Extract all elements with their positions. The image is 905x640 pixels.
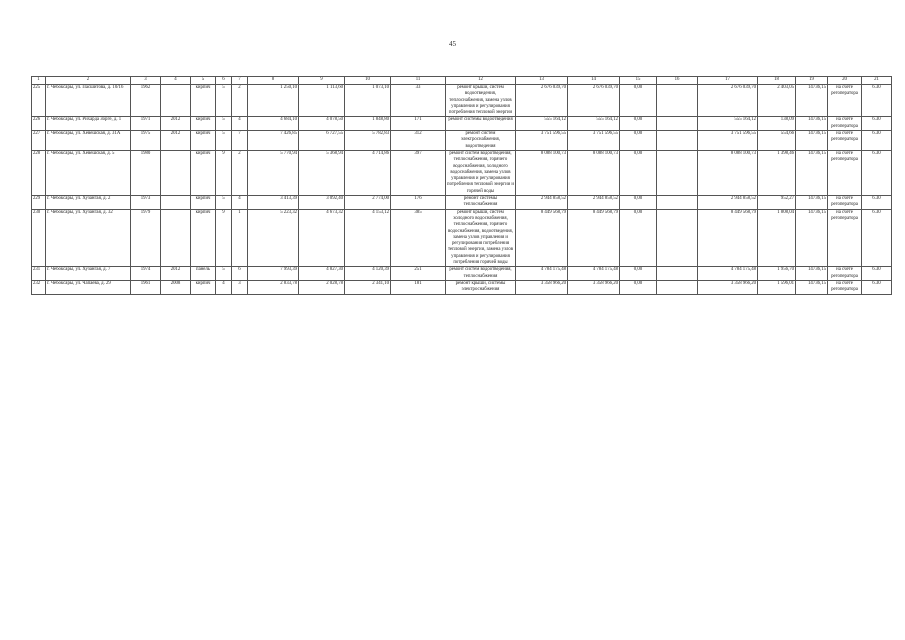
column-number: 1 [32,77,46,85]
cost-total-cell: 8 449 568,79 [516,209,568,267]
floors-cell: 5 [216,196,232,210]
limit-cost-cell: 14736,15 [796,280,828,294]
work-types-cell: ремонт крыши, систем водоотведения, теплоснабжения, замена узлов управления и регулирования потребления тепловой энергии [446,85,516,117]
cost-total-cell: 555 164,12 [516,117,568,131]
work-types-cell: ремонт систем водоотведения, теплоснабжения [446,267,516,281]
table-row [32,150,892,195]
cost-sum-cell: 3 358 966,20 [698,280,758,294]
residential-area-cell: 2 341,10 [345,280,391,294]
cost-sum-cell: 2 944 858,52 [698,196,758,210]
total-area-cell: 5 770,94 [248,150,299,195]
fund-method-cell: на счете регоператора [828,196,862,210]
year-renovated-cell: 2008 [161,280,191,294]
cost-total-cell: 8 088 100,73 [516,150,568,195]
cost-other-cell [657,150,698,195]
cost-other-cell [657,280,698,294]
wall-material-cell: кирпич [191,117,216,131]
address-cell: г. Чебоксары, ул. Чапаева, д. 29 [46,280,131,294]
column-number: 19 [796,77,828,85]
residents-cell: 312 [391,131,446,151]
floors-cell: 5 [216,85,232,117]
cost-owners-cell: 2 944 858,52 [568,196,620,210]
floors-cell: 9 [216,150,232,195]
work-types-cell: ремонт системы теплоснабжения [446,196,516,210]
column-number: 14 [568,77,620,85]
cost-total-cell: 2 944 858,52 [516,196,568,210]
column-number: 10 [345,77,391,85]
cost-budget-cell: 0,00 [620,196,657,210]
wall-material-cell: кирпич [191,196,216,210]
total-area-cell: 7 993,39 [248,267,299,281]
residential-area-cell: 4 120,39 [345,267,391,281]
deadline-cell: 6.30 [862,196,892,210]
year-built-cell: 1971 [131,117,161,131]
column-number: 3 [131,77,161,85]
work-types-cell: ремонт систем водоотведения, теплоснабжения, горячего водоснабжения, холодного водоснабжения, замена узлов управления и регулирования потребления тепловой энергии и горячей воды [447,150,514,194]
work-types-cell: ремонт системы водоотведения [446,117,516,131]
limit-cost-cell: 14736,15 [796,85,828,117]
entrances-cell: 6 [232,267,248,281]
residents-cell: 176 [391,196,446,210]
cost-owners-cell: 4 784 175,48 [568,267,620,281]
column-number: 20 [828,77,862,85]
cost-total-cell: 3 358 966,20 [516,280,568,294]
unit-cost-cell: 1 596,01 [758,280,796,294]
unit-cost-cell: 2 403,05 [758,85,796,117]
table-row [32,117,892,131]
cost-total-cell: 2 676 039,70 [516,85,568,117]
premises-area-cell: 3 092,40 [299,196,345,210]
cost-sum-cell: 8 449 568,79 [698,209,758,267]
address-cell: г. Чебоксары, ул. Хузангая, д. 32 [46,209,131,267]
deadline-cell: 6.30 [862,267,892,281]
cost-other-cell [657,196,698,210]
cost-owners-cell: 3 358 966,20 [568,280,620,294]
limit-cost-cell: 14736,15 [796,131,828,151]
cost-budget-cell: 0,00 [620,280,657,294]
fund-method-cell: на счете регоператора [828,117,862,131]
cost-sum-cell: 8 088 100,73 [698,150,758,195]
column-number: 11 [391,77,446,85]
cost-sum-cell: 4 784 175,48 [698,267,758,281]
fund-method-cell: на счете регоператора [828,280,862,294]
limit-cost-cell: 14736,15 [796,196,828,210]
cost-total-cell: 4 784 175,48 [516,267,568,281]
work-types-cell: ремонт крыши, системы электроснабжения [446,280,516,294]
residents-cell: 385 [391,209,446,267]
cost-total-cell: 3 751 596,55 [516,131,568,151]
cost-sum-cell: 2 676 039,70 [698,85,758,117]
column-number: 17 [698,77,758,85]
wall-material-cell: кирпич [191,280,216,294]
total-area-cell: 1 250,10 [248,85,299,117]
unit-cost-cell: 554,66 [758,131,796,151]
residential-area-cell: 1 073,10 [345,85,391,117]
fund-method-cell: на счете регоператора [828,131,862,151]
column-number: 7 [232,77,248,85]
entrances-cell: 4 [232,117,248,131]
wall-material-cell: кирпич [191,85,216,117]
column-number: 13 [516,77,568,85]
fund-method-cell: на счете регоператора [828,267,862,281]
column-number: 15 [620,77,657,85]
cost-owners-cell: 3 751 596,55 [568,131,620,151]
work-types-cell: ремонт систем электроснабжения, водоотведения [446,131,516,151]
deadline-cell: 6.30 [862,117,892,131]
address-cell: г. Чебоксары, ул. Хузангая, д. 2 [46,196,131,210]
work-types-cell: ремонт крыши, систем холодного водоснабжения, теплоснабжения, горячего водоснабжения, водоотведения, замена узлов управления и регулирования потребления тепловой энергии, замена узлов управления и регулирования потребления горячей воды [446,209,516,267]
year-built-cell: 1962 [131,85,161,117]
total-area-cell: 2 833,78 [248,280,299,294]
row-number: 231 [32,267,46,281]
total-area-cell: 3 413,39 [248,196,299,210]
year-renovated-cell: 2012 [161,131,191,151]
deadline-cell: 6.30 [862,209,892,267]
address-cell: г. Чебоксары, ул. Рихарда Зорге, д. 1 [46,117,131,131]
wall-material-cell: кирпич [191,209,216,267]
floors-cell: 5 [216,267,232,281]
cost-other-cell [657,117,698,131]
column-number: 5 [191,77,216,85]
page-number: 45 [449,40,456,48]
register-table [31,76,892,295]
entrances-cell: 2 [232,85,248,117]
table-row [32,280,892,294]
cost-other-cell [657,85,698,117]
year-built-cell: 1975 [131,131,161,151]
column-number: 8 [248,77,299,85]
residential-area-cell: 4 714,86 [345,150,391,195]
wall-material-cell: кирпич [191,150,216,195]
cost-budget-cell: 0,00 [620,150,657,195]
cost-other-cell [657,267,698,281]
floors-cell: 4 [216,280,232,294]
column-number: 18 [758,77,796,85]
floors-cell: 5 [216,131,232,151]
column-number: 4 [161,77,191,85]
cost-other-cell [657,209,698,267]
cost-budget-cell: 0,00 [620,131,657,151]
column-number: 6 [216,77,232,85]
unit-cost-cell: 1 808,04 [758,209,796,267]
total-area-cell: 7 426,85 [248,131,299,151]
residents-cell: 251 [391,267,446,281]
premises-area-cell: 4 827,30 [299,267,345,281]
column-number: 9 [299,77,345,85]
fund-method-cell: на счете регоператора [828,150,862,195]
column-number: 16 [657,77,698,85]
cost-owners-cell: 2 676 039,70 [568,85,620,117]
residential-area-cell: 1 848,80 [345,117,391,131]
year-built-cell: 1973 [131,196,161,210]
residents-cell: 171 [391,117,446,131]
table-row [32,131,892,151]
year-built-cell: 1979 [131,209,161,267]
premises-area-cell: 2 028,78 [299,280,345,294]
cost-budget-cell: 0,00 [620,117,657,131]
year-renovated-cell [161,150,191,195]
wall-material-cell: кирпич [191,131,216,151]
cost-sum-cell: 555 164,12 [698,117,758,131]
unit-cost-cell: 138,09 [758,117,796,131]
year-built-cell: 1961 [131,280,161,294]
residents-cell: 397 [391,150,446,195]
residents-cell: 33 [391,85,446,117]
cost-sum-cell: 3 751 596,55 [698,131,758,151]
year-renovated-cell [161,196,191,210]
premises-area-cell: 5 368,94 [299,150,345,195]
residential-area-cell: 2 774,00 [345,196,391,210]
residential-area-cell: 5 782,83 [345,131,391,151]
entrances-cell: 1 [232,209,248,267]
deadline-cell: 6.30 [862,85,892,117]
year-built-cell: 1980 [131,150,161,195]
column-number: 12 [446,77,516,85]
year-renovated-cell: 2012 [161,117,191,131]
column-number-row [32,77,892,85]
floors-cell: 5 [216,117,232,131]
cost-budget-cell: 0,00 [620,267,657,281]
year-built-cell: 1974 [131,267,161,281]
cost-owners-cell: 8 449 568,79 [568,209,620,267]
address-cell: г. Чебоксары, ул. Хевешская, д. 31А [46,131,131,151]
wall-material-cell: панель [191,267,216,281]
cost-owners-cell: 8 088 100,73 [568,150,620,195]
address-cell: г. Чебоксары, ул. Пасшитова, д. 10/16 [46,85,131,117]
row-number: 227 [32,131,46,151]
year-renovated-cell [161,209,191,267]
entrances-cell: 7 [232,131,248,151]
entrances-cell: 2 [232,150,248,195]
cost-budget-cell: 0,00 [620,85,657,117]
table-row [32,209,892,267]
row-number: 232 [32,280,46,294]
limit-cost-cell: 14736,15 [796,117,828,131]
fund-method-cell: на счете регоператора [828,85,862,117]
unit-cost-cell: 1 956,70 [758,267,796,281]
cost-budget-cell: 0,00 [620,209,657,267]
premises-area-cell: 4 673,32 [299,209,345,267]
row-number: 226 [32,117,46,131]
row-number: 229 [32,196,46,210]
total-area-cell: 5 223,32 [248,209,299,267]
premises-area-cell: 4 078,50 [299,117,345,131]
total-area-cell: 4 684,10 [248,117,299,131]
table-row [32,85,892,117]
address-cell: г. Чебоксары, ул. Хевешская, д. 5 [46,150,131,195]
table-row [32,196,892,210]
unit-cost-cell: 1 398,46 [758,150,796,195]
deadline-cell: 6.30 [862,280,892,294]
entrances-cell: 3 [232,280,248,294]
address-cell: г. Чебоксары, ул. Хузангая, д. 7 [46,267,131,281]
deadline-cell: 6.30 [862,131,892,151]
column-number: 2 [46,77,131,85]
limit-cost-cell: 14736,15 [796,150,828,195]
year-renovated-cell: 2012 [161,267,191,281]
residents-cell: 181 [391,280,446,294]
limit-cost-cell: 14736,15 [796,209,828,267]
premises-area-cell: 6 727,55 [299,131,345,151]
row-number: 228 [32,150,46,195]
row-number: 225 [32,85,46,117]
entrances-cell: 4 [232,196,248,210]
table-row [32,267,892,281]
residential-area-cell: 4 153,12 [345,209,391,267]
fund-method-cell: на счете регоператора [828,209,862,267]
row-number: 230 [32,209,46,267]
premises-area-cell: 1 113,60 [299,85,345,117]
column-number: 21 [862,77,892,85]
year-renovated-cell [161,85,191,117]
limit-cost-cell: 14736,15 [796,267,828,281]
floors-cell: 9 [216,209,232,267]
deadline-cell: 6.30 [862,150,892,195]
cost-other-cell [657,131,698,151]
unit-cost-cell: 952,27 [758,196,796,210]
cost-owners-cell: 555 164,12 [568,117,620,131]
